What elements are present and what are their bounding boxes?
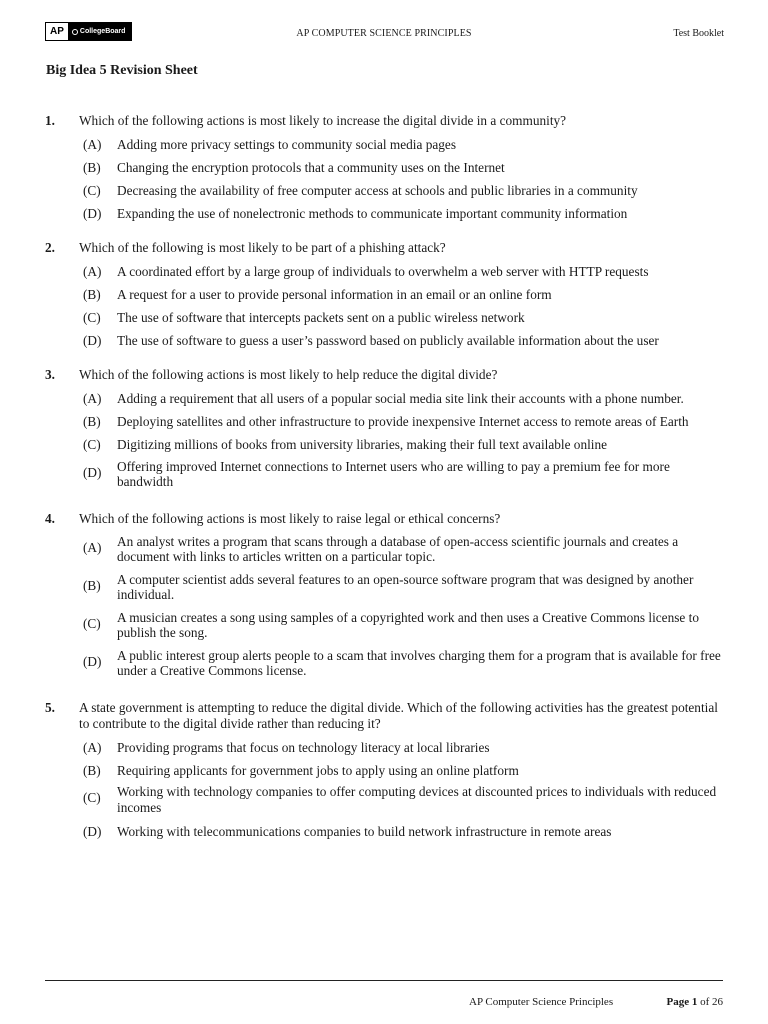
choice-letter: (A) <box>83 264 102 280</box>
choice-text: The use of software that intercepts packets sent on a public wireless network <box>117 310 525 326</box>
question-2 <box>45 240 725 353</box>
question-number: 2. <box>45 240 55 255</box>
header-course-title: AP COMPUTER SCIENCE PRINCIPLES <box>296 28 472 39</box>
choice-text: Offering improved Internet connections to Internet users who are willing to pay a premium fee for more bandwidth <box>117 458 670 489</box>
question-stem: Which of the following actions is most likely to help reduce the digital divide? <box>79 367 498 382</box>
choice-b[interactable] <box>83 759 725 782</box>
choice-text: Expanding the use of nonelectronic methods to communicate important community information <box>117 206 628 222</box>
choice-letter: (B) <box>83 160 101 176</box>
question-number: 5. <box>45 700 55 715</box>
choice-letter: (C) <box>83 437 101 453</box>
question-stem: Which of the following is most likely to be part of a phishing attack? <box>79 240 446 255</box>
choice-letter: (A) <box>83 739 102 755</box>
choice-a[interactable] <box>83 736 725 759</box>
choice-text: A musician creates a song using samples of a copyrighted work and then uses a Creative Commons license to publish the song. <box>117 609 699 640</box>
question-4 <box>45 511 725 684</box>
page-title: Big Idea 5 Revision Sheet <box>46 63 198 78</box>
choice-a[interactable] <box>83 261 725 284</box>
question-1 <box>45 113 725 226</box>
page-total: of 26 <box>700 996 723 1008</box>
choice-d[interactable] <box>83 457 725 495</box>
choice-letter: (C) <box>83 615 101 631</box>
choice-text: Working with technology companies to offer computing devices at discounted prices to individuals with reduced incomes <box>117 784 717 815</box>
choice-text: Providing programs that focus on technology literacy at local libraries <box>117 739 490 755</box>
choice-letter: (C) <box>83 310 101 326</box>
choice-c[interactable] <box>83 307 725 330</box>
question-number: 4. <box>45 511 55 526</box>
choice-letter: (A) <box>83 391 102 407</box>
question-stem: A state government is attempting to reduce the digital divide. Which of the following activities has the greatest potential to contribute to the digital divide rather than reducing it? <box>79 700 718 731</box>
choice-text: A computer scientist adds several features to an open-source software program that was designed by another individual. <box>117 571 694 602</box>
choice-text: An analyst writes a program that scans through a database of open-access scientific journals and creates a document with links to articles written on a particular topic. <box>117 533 679 564</box>
page-number <box>666 996 723 1008</box>
choice-letter: (C) <box>83 183 101 199</box>
choice-d[interactable] <box>83 330 725 353</box>
page-number-label: Page 1 <box>666 996 698 1008</box>
question-stem: Which of the following actions is most likely to increase the digital divide in a community? <box>79 113 567 128</box>
choice-text: Adding a requirement that all users of a popular social media site link their accounts with a phone number. <box>117 391 684 407</box>
choice-letter: (D) <box>83 823 102 839</box>
choice-text: A request for a user to provide personal information in an email or an online form <box>117 287 552 303</box>
choice-letter: (D) <box>83 653 102 669</box>
footer-course-name: AP Computer Science Principles <box>469 996 614 1008</box>
choice-c[interactable] <box>83 180 725 203</box>
choice-text: Working with telecommunications companies to build network infrastructure in remote areas <box>117 823 612 839</box>
choice-text: Digitizing millions of books from university libraries, making their full text available online <box>117 437 608 453</box>
choice-d[interactable] <box>83 203 725 226</box>
choice-letter: (D) <box>83 206 102 222</box>
choice-b[interactable] <box>83 157 725 180</box>
choice-letter: (C) <box>83 790 101 805</box>
choice-a[interactable] <box>83 388 725 411</box>
question-3 <box>45 367 725 495</box>
choice-letter: (A) <box>83 539 102 555</box>
choice-a[interactable] <box>83 532 725 570</box>
choice-b[interactable] <box>83 284 725 307</box>
choice-text: A public interest group alerts people to a scam that involves charging them for a program that is available for free under a Creative Commons license. <box>117 647 721 678</box>
choice-text: Requiring applicants for government jobs to apply using an online platform <box>117 762 519 778</box>
choice-text: Deploying satellites and other infrastructure to provide inexpensive Internet access to remote areas of Earth <box>117 414 689 430</box>
choice-letter: (D) <box>83 333 102 349</box>
choice-letter: (B) <box>83 577 101 593</box>
question-number: 3. <box>45 367 55 382</box>
choice-text: The use of software to guess a user’s password based on publicly available information about the user <box>117 333 659 349</box>
choice-d[interactable] <box>83 646 725 684</box>
choice-text: A coordinated effort by a large group of individuals to overwhelm a web server with HTTP requests <box>117 264 649 280</box>
footer-divider <box>45 980 723 981</box>
choice-d[interactable] <box>83 820 725 843</box>
question-stem: Which of the following actions is most likely to raise legal or ethical concerns? <box>79 511 501 526</box>
choice-c[interactable] <box>83 782 725 820</box>
choice-b[interactable] <box>83 411 725 434</box>
choice-b[interactable] <box>83 570 725 608</box>
choice-letter: (B) <box>83 414 101 430</box>
header-booklet-label: Test Booklet <box>673 28 724 39</box>
choice-text: Changing the encryption protocols that a community uses on the Internet <box>117 160 505 176</box>
choice-text: Adding more privacy settings to community social media pages <box>117 137 456 153</box>
choice-text: Decreasing the availability of free computer access at schools and public libraries in a community <box>117 183 638 199</box>
ap-logo-text: AP <box>46 23 68 40</box>
collegeboard-logo-text: CollegeBoard <box>79 28 126 35</box>
choice-letter: (B) <box>83 287 101 303</box>
choice-letter: (B) <box>83 762 101 778</box>
choice-c[interactable] <box>83 608 725 646</box>
choice-letter: (A) <box>83 137 102 153</box>
choice-letter: (D) <box>83 464 102 480</box>
question-5 <box>45 700 725 843</box>
choice-a[interactable] <box>83 134 725 157</box>
choice-c[interactable] <box>83 434 725 457</box>
question-number: 1. <box>45 113 55 128</box>
